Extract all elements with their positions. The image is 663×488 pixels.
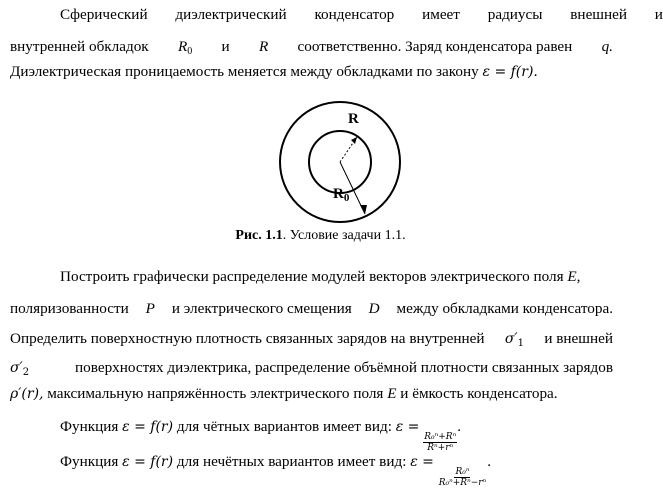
para2-l2-a: поляризованности	[10, 300, 129, 317]
radius-r0-arrowhead	[360, 205, 367, 214]
odd-dot: .	[487, 453, 492, 470]
para1-l1-word: внешней	[570, 6, 627, 23]
label-r0	[333, 186, 350, 204]
odd-formula: ε = f(r)	[122, 454, 174, 470]
d-symbol: D	[368, 300, 380, 317]
caption-text: . Условие задачи 1.1.	[282, 228, 406, 243]
para1-l1-word: радиусы	[487, 6, 543, 23]
sigma2-letter: σ′	[10, 360, 23, 376]
r0-subscript: 0	[187, 46, 193, 57]
label-r0-letter: R	[333, 186, 344, 202]
para2-line2	[10, 300, 613, 318]
para2-l3-text: Определить поверхностную плотность связанных зарядов на внутренней	[10, 330, 485, 347]
even-dot: .	[457, 418, 462, 435]
radius-r-arrowhead	[351, 137, 357, 144]
para1-l1-word: конденсатор	[314, 6, 395, 23]
para2-line3	[10, 330, 613, 353]
sigma2-subscript: 2	[22, 367, 30, 378]
odd-eps: ε =	[410, 454, 434, 470]
label-r0-subscript: 0	[343, 192, 350, 204]
para2-l4-text: поверхностях диэлектрика, распределение объёмной плотности связанных зарядов	[75, 359, 613, 376]
para2-l5-end: и ёмкость конденсатора.	[400, 385, 558, 402]
capacitor-figure	[265, 97, 415, 222]
r0-symbol	[178, 38, 192, 61]
odd-denominator: R₀ⁿ+Rⁿ−rⁿ	[438, 478, 487, 488]
para1-l1-word: Сферический	[60, 6, 148, 23]
e-symbol-2: E	[387, 385, 397, 402]
r-symbol: R	[258, 38, 269, 55]
sigma1-letter: σ′	[504, 331, 518, 347]
sigma1-symbol	[505, 330, 524, 353]
para1-l2-b: и	[221, 38, 230, 55]
odd-variant-line	[10, 453, 663, 488]
para1-line3	[10, 63, 613, 81]
even-formula: ε = f(r)	[122, 419, 174, 435]
eps-formula: ε = f(r).	[482, 64, 538, 80]
r0-letter: R	[177, 38, 188, 55]
odd-fraction	[438, 467, 488, 488]
odd-prefix: Функция	[60, 453, 119, 470]
q-symbol: q.	[601, 38, 613, 55]
even-eps: ε =	[395, 419, 420, 435]
para1-line1	[10, 6, 663, 24]
caption-number: Рис. 1.1	[235, 228, 283, 243]
label-r: R	[348, 111, 359, 127]
para2-l2-c: между обкладками конденсатора.	[396, 300, 613, 317]
para2-l5-text: максимальную напряжённость электрического поля	[47, 385, 384, 402]
even-prefix: Функция	[60, 418, 119, 435]
para2-l3-end: и внешней	[544, 330, 613, 347]
even-text: для чётных вариантов имеет вид:	[176, 418, 392, 435]
para1-l3-text: Диэлектрическая проницаемость меняется между обкладками по закону	[10, 63, 479, 80]
para1-l1-word: диэлектрический	[175, 6, 287, 23]
para1-l2-c: соответственно. Заряд конденсатора равен	[297, 38, 573, 55]
para2-line1	[10, 268, 663, 286]
even-denominator: Rⁿ+rⁿ	[427, 443, 454, 453]
sigma1-subscript: 1	[517, 338, 524, 349]
para2-line4	[10, 359, 613, 382]
para1-l2-a: внутренней обкладок	[10, 38, 149, 55]
odd-numerator: R₀ⁿ	[455, 467, 470, 477]
para2-line5	[10, 385, 613, 403]
even-variant-line	[10, 418, 663, 453]
even-numerator: R₀ⁿ+Rⁿ	[424, 432, 457, 442]
para2-l1-text: Построить графически распределение модулей векторов электрического поля	[60, 268, 564, 285]
p-symbol: P	[145, 300, 155, 317]
even-fraction	[423, 432, 457, 453]
odd-text: для нечётных вариантов имеет вид:	[176, 453, 407, 470]
para1-l1-word: имеет	[422, 6, 460, 23]
sigma2-symbol	[10, 359, 29, 382]
para2-l2-b: и электрического смещения	[171, 300, 352, 317]
rho-formula: ρ′(r),	[10, 386, 44, 402]
figure-caption	[0, 228, 641, 244]
para1-l1-word: и	[654, 6, 663, 23]
e-symbol: E,	[567, 268, 581, 285]
para1-line2	[10, 38, 613, 61]
